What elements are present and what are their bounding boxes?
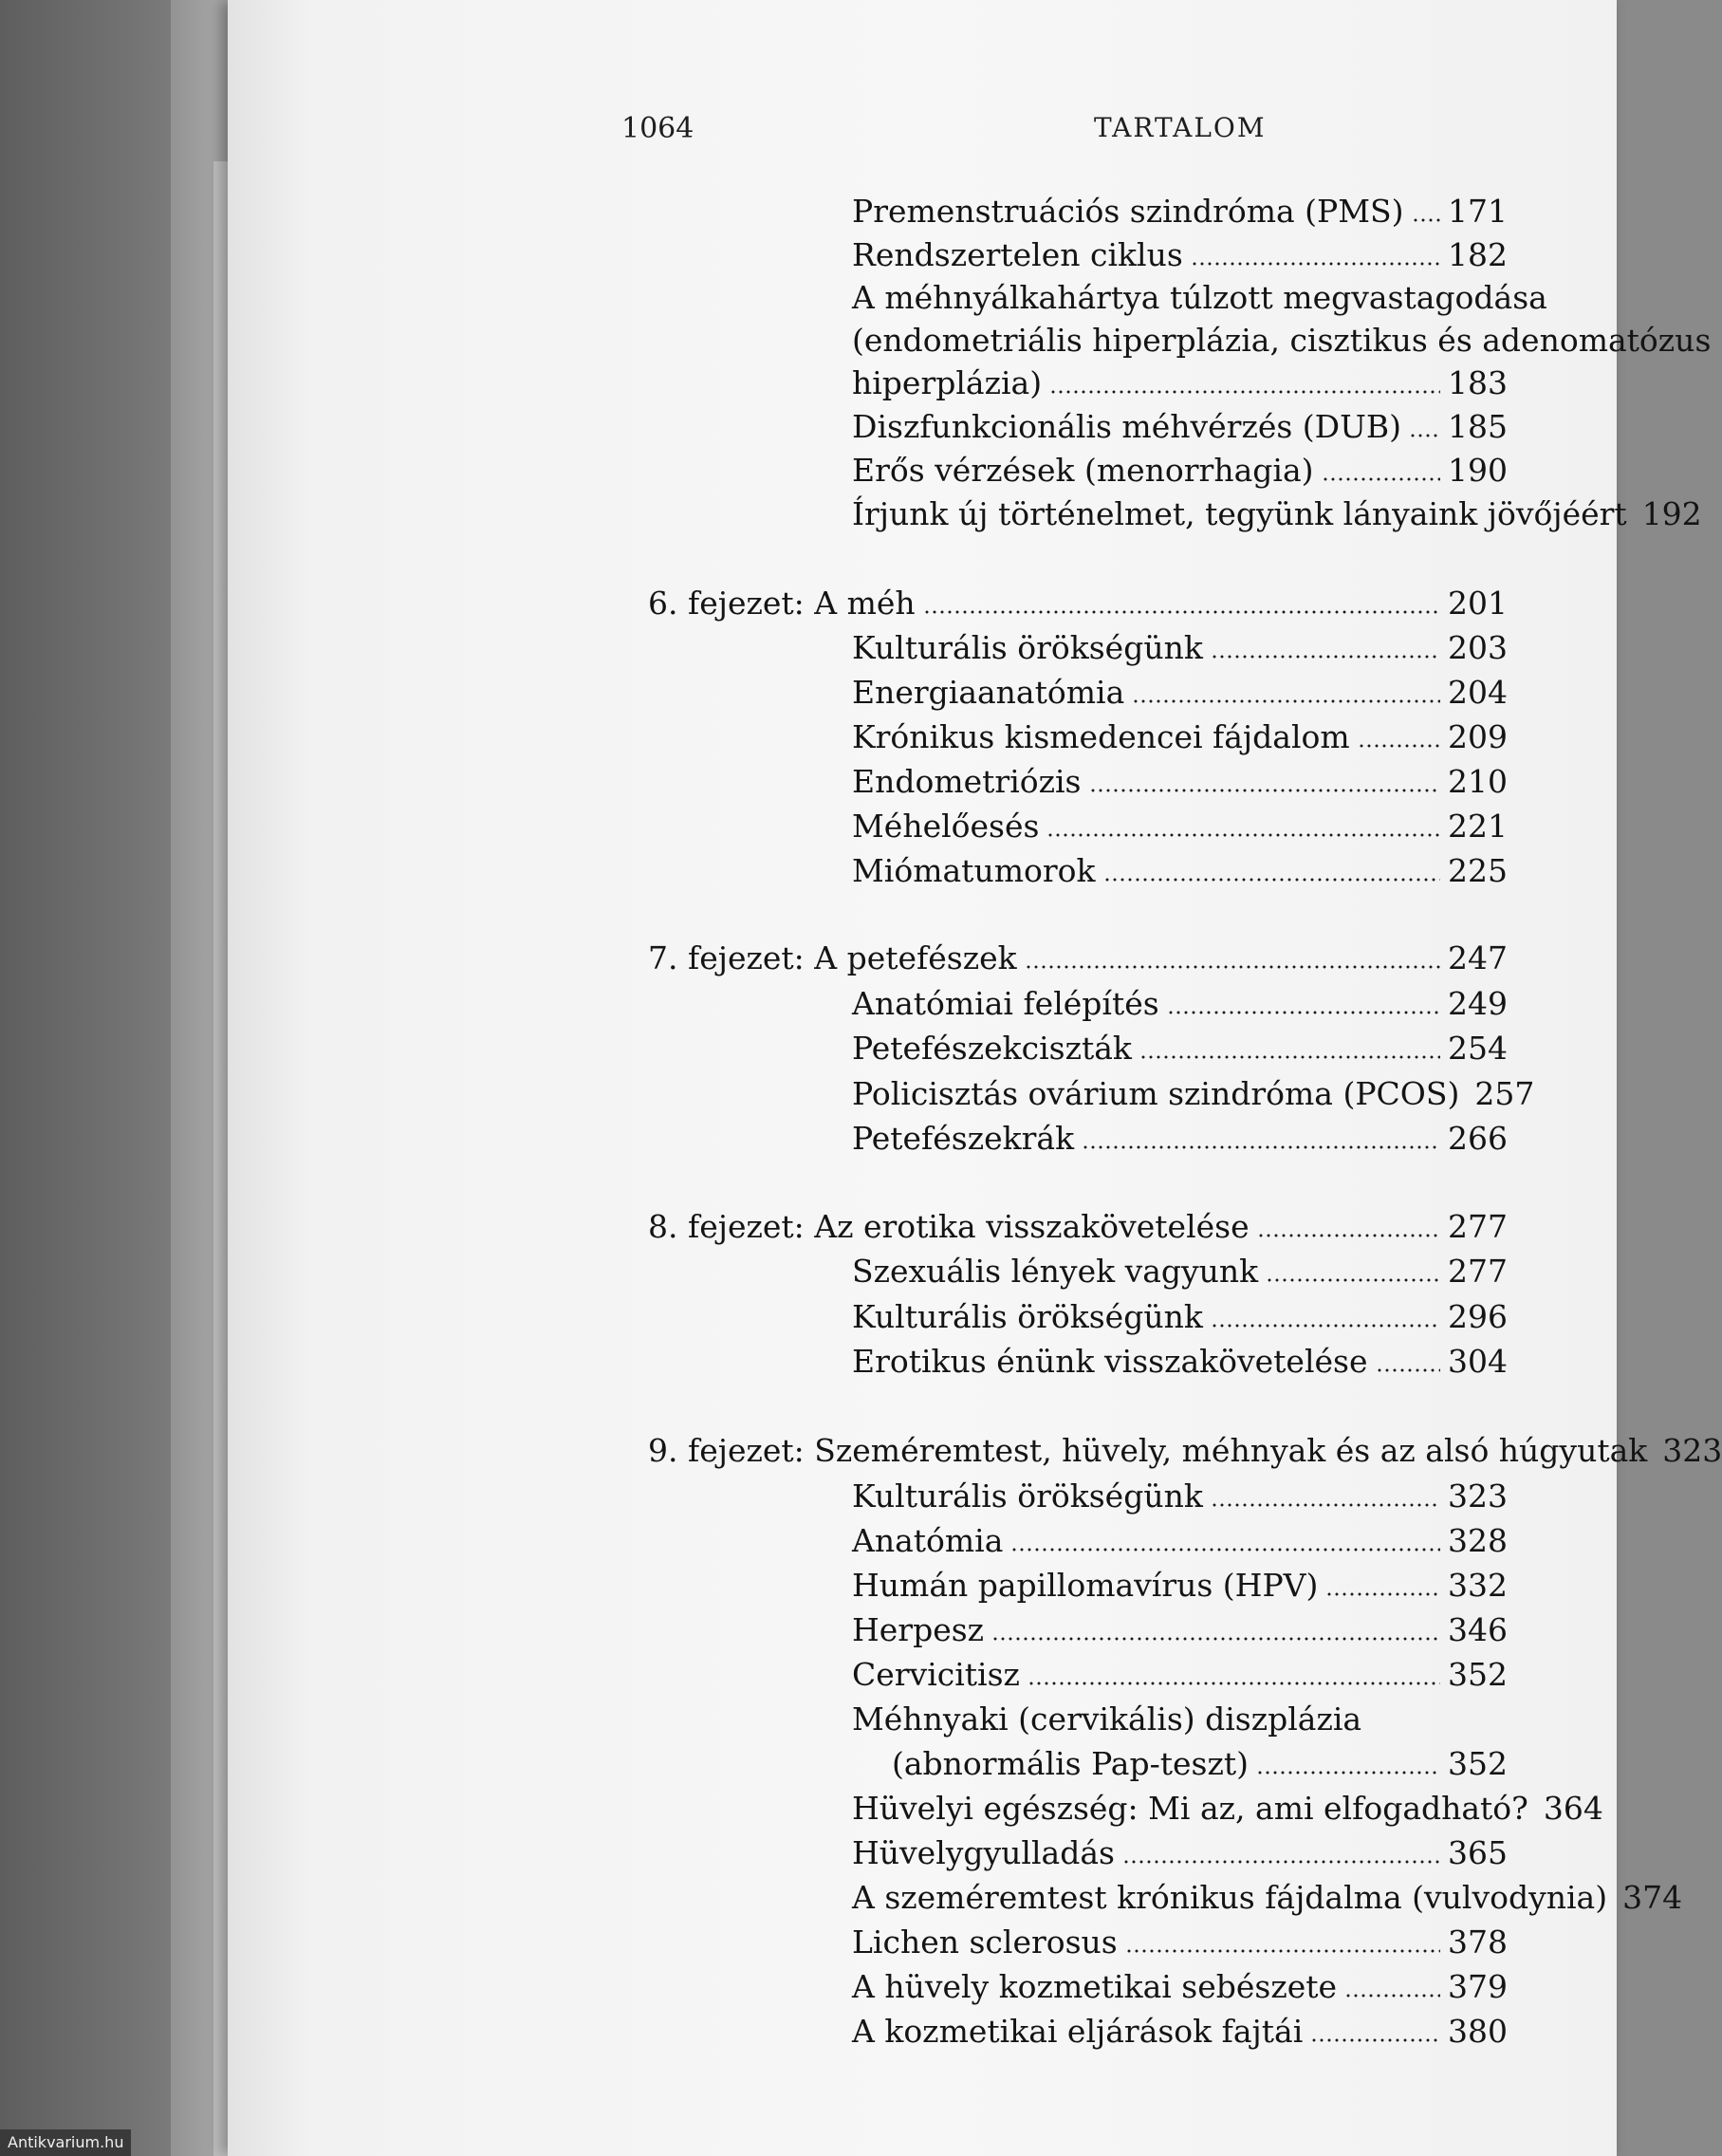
dot-leader bbox=[1122, 1860, 1440, 1864]
toc-entry-title: Hüvelyi egészség: Mi az, ami elfogadható? bbox=[852, 1790, 1528, 1827]
toc-chapter[interactable] bbox=[648, 1430, 1722, 1472]
toc-entry-title: Rendszertelen ciklus bbox=[852, 236, 1183, 273]
toc-entry-page: 364 bbox=[1543, 1790, 1603, 1827]
toc-entry-title: A kozmetikai eljárások fajtái bbox=[852, 2013, 1304, 2050]
toc-entry-title: Kulturális örökségünk bbox=[852, 629, 1203, 666]
toc-entry[interactable] bbox=[852, 1476, 1508, 1517]
dot-leader bbox=[1310, 2038, 1440, 2042]
toc-entry[interactable] bbox=[852, 1565, 1508, 1607]
toc-entry-page: 221 bbox=[1448, 808, 1508, 845]
toc-entry-page: 332 bbox=[1448, 1567, 1508, 1604]
dot-leader bbox=[1266, 1278, 1440, 1282]
toc-entry-title: Erős vérzések (menorrhagia) bbox=[852, 452, 1314, 489]
toc-entry[interactable] bbox=[852, 1251, 1508, 1292]
toc-entry-title: Endometriózis bbox=[852, 763, 1082, 800]
toc-entry-page: 183 bbox=[1448, 364, 1508, 401]
toc-entry[interactable] bbox=[852, 1966, 1508, 2008]
toc-entry-title-line: Méhnyaki (cervikális) diszplázia bbox=[852, 1701, 1362, 1738]
toc-entry-page: 249 bbox=[1448, 985, 1508, 1022]
book-page bbox=[228, 0, 1722, 2156]
toc-entry-page: 352 bbox=[1448, 1656, 1508, 1693]
toc-entry-page: 379 bbox=[1448, 1968, 1508, 2005]
dot-leader bbox=[1082, 1145, 1440, 1149]
dot-leader bbox=[1256, 1771, 1440, 1775]
toc-entry-title: Hüvelygyulladás bbox=[852, 1834, 1115, 1871]
dot-leader bbox=[1046, 833, 1440, 837]
toc-entry-title: (abnormális Pap-teszt) bbox=[892, 1745, 1249, 1782]
toc-chapter-page: 201 bbox=[1448, 585, 1508, 622]
toc-entry[interactable] bbox=[852, 1341, 1508, 1383]
running-title: TARTALOM bbox=[1094, 112, 1267, 143]
toc-entry-page: 266 bbox=[1448, 1120, 1508, 1157]
toc-entry[interactable] bbox=[852, 806, 1508, 847]
toc-entry[interactable] bbox=[852, 983, 1508, 1025]
dot-leader bbox=[1028, 1682, 1440, 1685]
toc-entry-title: hiperplázia) bbox=[852, 364, 1043, 401]
dot-leader bbox=[1376, 1368, 1440, 1372]
toc-entry-title: Krónikus kismedencei fájdalom bbox=[852, 718, 1350, 755]
toc-entry[interactable] bbox=[852, 1028, 1508, 1069]
toc-entry[interactable] bbox=[852, 627, 1508, 669]
toc-entry-title-line: (endometriális hiperplázia, cisztikus és adenomatózus bbox=[852, 322, 1712, 359]
toc-entry[interactable] bbox=[852, 234, 1508, 276]
page-number: 1064 bbox=[621, 112, 694, 145]
toc-entry[interactable] bbox=[852, 1788, 1603, 1830]
toc-chapter[interactable] bbox=[648, 938, 1508, 979]
toc-entry-page: 210 bbox=[1448, 763, 1508, 800]
toc-entry-title: Anatómiai felépítés bbox=[852, 985, 1159, 1022]
toc-entry-title: Miómatumorok bbox=[852, 852, 1096, 889]
toc-entry[interactable] bbox=[852, 1922, 1508, 1963]
toc-entry-page: 192 bbox=[1641, 495, 1702, 532]
toc-entry-page: 296 bbox=[1448, 1298, 1508, 1335]
toc-entry-title: Diszfunkcionális méhvérzés (DUB) bbox=[852, 408, 1402, 445]
dot-leader bbox=[1125, 1949, 1440, 1953]
dot-leader bbox=[1132, 699, 1440, 703]
toc-entry[interactable] bbox=[892, 1743, 1508, 1785]
toc-entry-title: Petefészekrák bbox=[852, 1120, 1075, 1157]
toc-entry[interactable] bbox=[852, 1832, 1508, 1874]
dot-leader bbox=[1344, 1994, 1440, 1998]
toc-entry[interactable] bbox=[852, 406, 1508, 448]
toc-entry-page: 380 bbox=[1448, 2013, 1508, 2050]
toc-chapter-title: 6. fejezet: A méh bbox=[648, 585, 916, 622]
toc-entry-title: Cervicitisz bbox=[852, 1656, 1020, 1693]
toc-entry-page: 257 bbox=[1474, 1075, 1535, 1112]
toc-entry-page: 352 bbox=[1448, 1745, 1508, 1782]
toc-entry[interactable] bbox=[852, 1520, 1508, 1562]
toc-chapter-page: 277 bbox=[1448, 1208, 1508, 1245]
dot-leader bbox=[1211, 1503, 1440, 1507]
toc-entry[interactable] bbox=[852, 1609, 1508, 1651]
toc-entry-title: Policisztás ovárium szindróma (PCOS) bbox=[852, 1075, 1460, 1112]
toc-entry-page: 328 bbox=[1448, 1522, 1508, 1559]
dot-leader bbox=[1010, 1548, 1440, 1552]
toc-entry-page: 254 bbox=[1448, 1030, 1508, 1067]
toc-entry-page: 204 bbox=[1448, 674, 1508, 711]
toc-entry-title: Kulturális örökségünk bbox=[852, 1298, 1203, 1335]
toc-entry[interactable] bbox=[852, 1296, 1508, 1338]
toc-entry-title: Szexuális lények vagyunk bbox=[852, 1253, 1259, 1290]
toc-entry-title: Írjunk új történelmet, tegyünk lányaink jövőjéért bbox=[852, 495, 1627, 532]
toc-entry-page: 182 bbox=[1448, 236, 1508, 273]
toc-entry-page: 185 bbox=[1448, 408, 1508, 445]
toc-entry-page: 277 bbox=[1448, 1253, 1508, 1290]
toc-entry[interactable] bbox=[852, 493, 1702, 535]
dot-leader bbox=[991, 1637, 1440, 1641]
toc-entry-title-line: A méhnyálkahártya túlzott megvastagodása bbox=[852, 279, 1547, 316]
toc-chapter-title: 9. fejezet: Szeméremtest, hüvely, méhnyak és az alsó húgyutak bbox=[648, 1432, 1648, 1469]
toc-entry-title: Petefészekciszták bbox=[852, 1030, 1132, 1067]
toc-entry-title: Kulturális örökségünk bbox=[852, 1478, 1203, 1515]
toc-chapter[interactable] bbox=[648, 583, 1508, 624]
toc-chapter-title: 7. fejezet: A petefészek bbox=[648, 939, 1017, 976]
dot-leader bbox=[1325, 1592, 1440, 1596]
toc-entry-page: 365 bbox=[1448, 1834, 1508, 1871]
toc-entry-page: 209 bbox=[1448, 718, 1508, 755]
toc-entry-page: 190 bbox=[1448, 452, 1508, 489]
toc-entry-title: Premenstruációs szindróma (PMS) bbox=[852, 193, 1404, 230]
toc-entry[interactable] bbox=[852, 716, 1508, 758]
toc-entry[interactable] bbox=[852, 2011, 1508, 2053]
toc-entry[interactable] bbox=[852, 850, 1508, 892]
dot-leader bbox=[1089, 789, 1441, 792]
dot-leader bbox=[923, 610, 1440, 614]
toc-chapter-page: 247 bbox=[1448, 939, 1508, 976]
toc-entry-page: 323 bbox=[1448, 1478, 1508, 1515]
dot-leader bbox=[1257, 1234, 1440, 1237]
dot-leader bbox=[1049, 390, 1440, 394]
toc-entry-page: 346 bbox=[1448, 1611, 1508, 1648]
dot-leader bbox=[1409, 434, 1440, 437]
toc-entry-page: 203 bbox=[1448, 629, 1508, 666]
watermark: Antikvarium.hu bbox=[0, 2129, 131, 2156]
toc-chapter-page: 323 bbox=[1662, 1432, 1722, 1469]
dot-leader bbox=[1139, 1055, 1440, 1059]
toc-entry-title: Humán papillomavírus (HPV) bbox=[852, 1567, 1319, 1604]
toc-entry[interactable] bbox=[852, 1877, 1683, 1919]
dot-leader bbox=[1322, 477, 1441, 481]
toc-entry-title: Lichen sclerosus bbox=[852, 1924, 1118, 1961]
toc-entry-title: Anatómia bbox=[852, 1522, 1004, 1559]
dot-leader bbox=[1358, 744, 1440, 748]
toc-entry-page: 374 bbox=[1622, 1879, 1683, 1916]
toc-entry-page: 378 bbox=[1448, 1924, 1508, 1961]
toc-entry-title: Herpesz bbox=[852, 1611, 985, 1648]
toc-entry-page: 171 bbox=[1448, 193, 1508, 230]
dot-leader bbox=[1025, 965, 1440, 969]
toc-entry-title: Energiaanatómia bbox=[852, 674, 1125, 711]
dot-leader bbox=[1412, 218, 1440, 222]
toc-entry[interactable] bbox=[852, 362, 1508, 404]
toc-entry[interactable] bbox=[852, 191, 1508, 232]
toc-entry-title: A szeméremtest krónikus fájdalma (vulvodynia) bbox=[852, 1879, 1608, 1916]
toc-entry[interactable] bbox=[852, 1073, 1535, 1115]
toc-entry[interactable] bbox=[852, 672, 1508, 714]
dot-leader bbox=[1211, 655, 1440, 659]
dot-leader bbox=[1191, 262, 1440, 266]
toc-chapter-title: 8. fejezet: Az erotika visszakövetelése bbox=[648, 1208, 1250, 1245]
toc-entry[interactable] bbox=[852, 1118, 1508, 1160]
toc-entry-title: Erotikus énünk visszakövetelése bbox=[852, 1343, 1368, 1380]
toc-entry[interactable] bbox=[852, 761, 1508, 803]
toc-entry-page: 225 bbox=[1448, 852, 1508, 889]
table-of-contents bbox=[228, 0, 1722, 2156]
dot-leader bbox=[1103, 878, 1441, 882]
toc-entry[interactable] bbox=[852, 1654, 1508, 1696]
dot-leader bbox=[1167, 1011, 1440, 1014]
toc-chapter[interactable] bbox=[648, 1206, 1508, 1248]
toc-entry-title: A hüvely kozmetikai sebészete bbox=[852, 1968, 1338, 2005]
toc-entry-page: 304 bbox=[1448, 1343, 1508, 1380]
toc-entry[interactable] bbox=[852, 450, 1508, 492]
dot-leader bbox=[1211, 1324, 1440, 1328]
toc-entry-title: Méhelőesés bbox=[852, 808, 1040, 845]
